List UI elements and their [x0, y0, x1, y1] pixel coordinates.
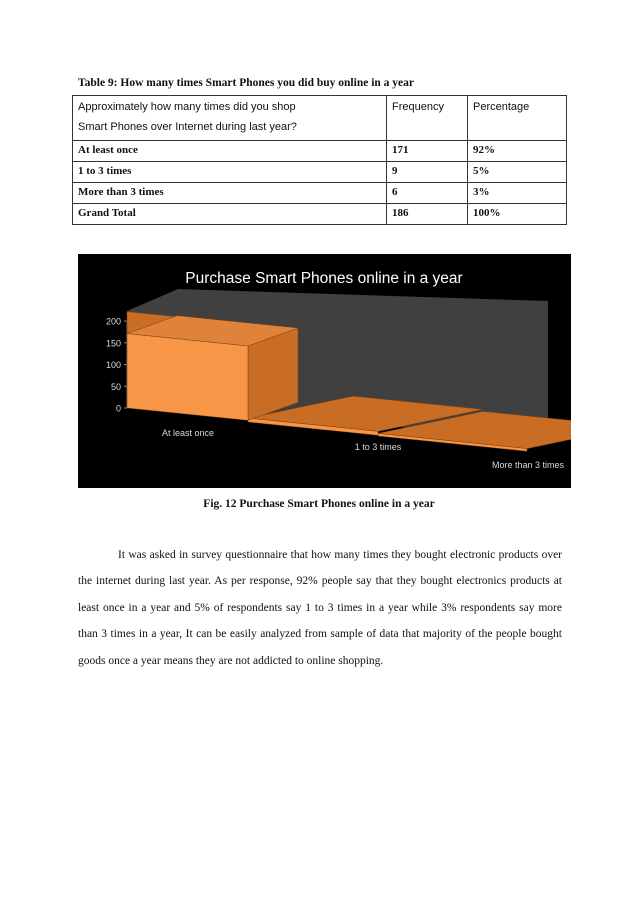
row-frequency: 9 [387, 162, 468, 183]
header-question [73, 96, 387, 141]
row-percentage: 100% [468, 204, 567, 225]
table-row [73, 204, 567, 225]
header-question-line1: Approximately how many times did you shop [78, 101, 296, 113]
x-tick-label: 1 to 3 times [354, 442, 402, 452]
bar [127, 334, 248, 421]
bar-chart [78, 254, 571, 488]
table-row [73, 162, 567, 183]
row-percentage: 92% [468, 141, 567, 162]
y-tick-label: 150 [105, 338, 121, 349]
table-caption: Table 9: How many times Smart Phones you did buy online in a year [78, 77, 414, 89]
chart-canvas [78, 254, 571, 488]
y-tick-label: 200 [105, 316, 121, 327]
table-row [73, 183, 567, 204]
frequency-table [72, 95, 567, 225]
row-frequency: 186 [387, 204, 468, 225]
row-label: At least once [73, 141, 387, 162]
body-paragraph-block [78, 542, 562, 674]
row-label: 1 to 3 times [73, 162, 387, 183]
table-row [73, 141, 567, 162]
figure-caption: Fig. 12 Purchase Smart Phones online in a year [203, 498, 435, 510]
row-percentage: 5% [468, 162, 567, 183]
row-percentage: 3% [468, 183, 567, 204]
table-header-row [73, 96, 567, 141]
x-tick-label: At least once [161, 428, 215, 438]
body-paragraph: It was asked in survey questionnaire that how many times they bought electronic products over the internet during last year. As per response, 92% people say that they bought electronics products at least once in a year and 5% of respondents say 1 to 3 times in a year while 3% respondents say more than 3 times in a year, It can be easily analyzed from sample of data that majority of the people bought goods once a year means they are not addicted to online shopping. [78, 549, 562, 667]
y-tick-label: 100 [105, 360, 121, 370]
chart-title: Purchase Smart Phones online in a year [185, 270, 463, 287]
header-question-line2: Smart Phones over Internet during last year? [78, 121, 297, 133]
x-tick-label: More than 3 times [491, 460, 565, 470]
row-frequency: 6 [387, 183, 468, 204]
row-frequency: 171 [387, 141, 468, 162]
y-tick-label: 0 [115, 403, 121, 414]
row-label: More than 3 times [73, 183, 387, 204]
header-frequency: Frequency [387, 96, 468, 141]
row-label: Grand Total [73, 204, 387, 225]
y-tick-label: 50 [110, 381, 121, 392]
header-percentage: Percentage [468, 96, 567, 141]
